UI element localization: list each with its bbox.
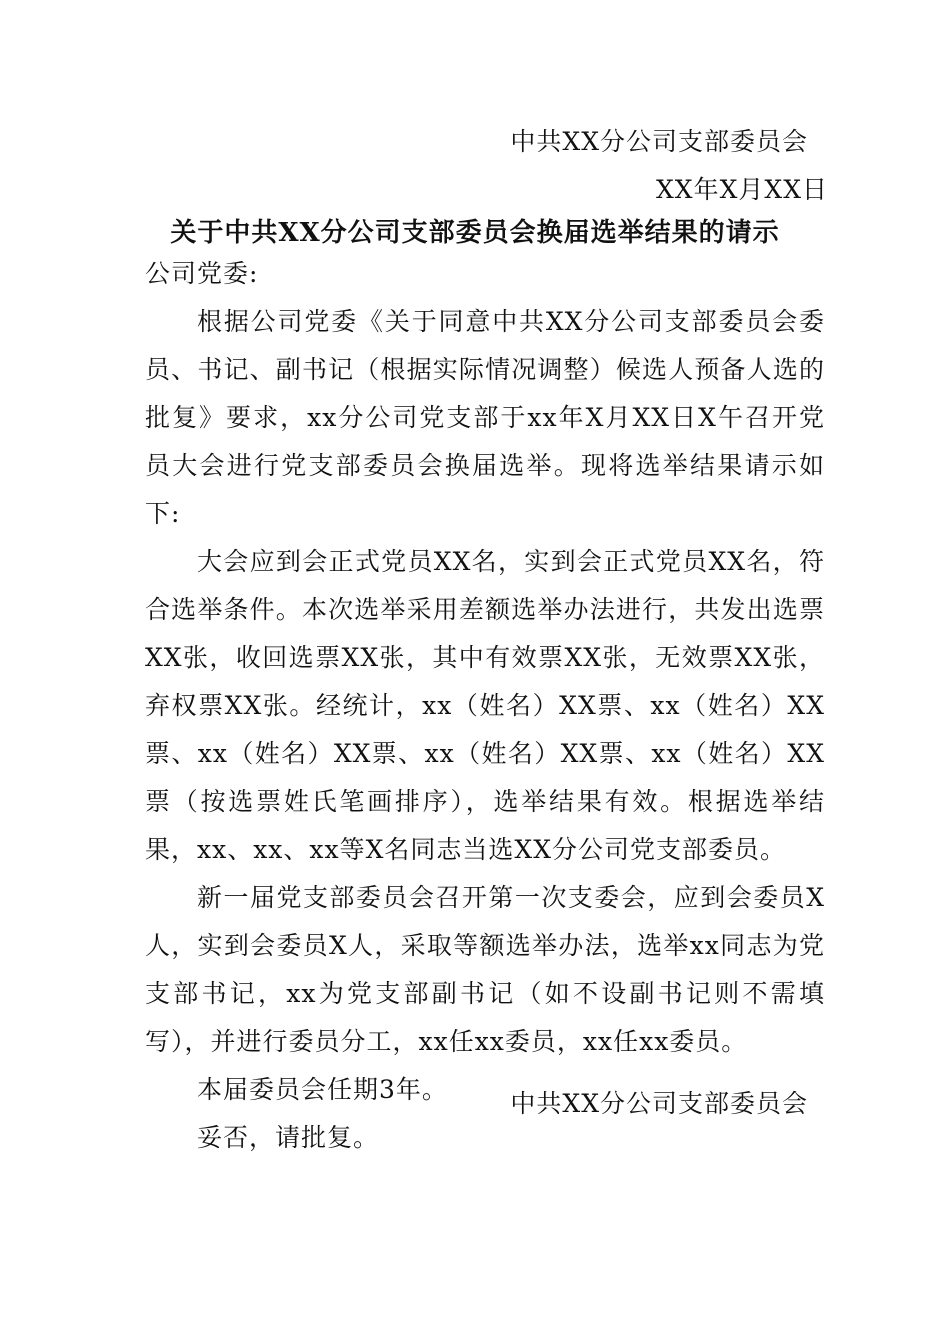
document-title: 关于中共XX分公司支部委员会换届选举结果的请示	[170, 218, 780, 248]
paragraph-basis: 根据公司党委《关于同意中共XX分公司支部委员会委员、书记、副书记（根据实际情况调整）候选人预备人选的批复》要求，xx分公司党支部于xx年X月XX日X午召开党员大会进行党支部委员会换届选举。现将选举结果请示如下:	[145, 307, 825, 528]
document-body	[145, 250, 825, 1162]
paragraph-term: 本届委员会任期3年。	[197, 1075, 448, 1104]
paragraph-election-result: 大会应到会正式党员XX名，实到会正式党员XX名，符合选举条件。本次选举采用差额选举办法进行，共发出选票XX张，收回选票XX张，其中有效票XX张，无效票XX张，弃权票XX张。经统计，xx（姓名）XX票、xx（姓名）XX票、xx（姓名）XX票、xx（姓名）XX票、xx（姓名）XX票（按选票姓氏笔画排序），选举结果有效。根据选举结果，xx、xx、xx等X名同志当选XX分公司党支部委员。	[145, 547, 825, 864]
paragraph-request: 妥否，请批复。	[197, 1123, 380, 1152]
signature: 中共XX分公司支部委员会	[510, 1089, 808, 1118]
paragraph-committee-meeting: 新一届党支部委员会召开第一次支委会，应到会委员X人，实到会委员X人，采取等额选举办法，选举xx同志为党支部书记，xx为党支部副书记（如不设副书记则不需填写），并进行委员分工，xx任xx委员，xx任xx委员。	[145, 883, 825, 1056]
salutation: 公司党委:	[145, 259, 259, 288]
header-date: XX年X月XX日	[656, 175, 828, 204]
header-org: 中共XX分公司支部委员会	[510, 127, 808, 156]
